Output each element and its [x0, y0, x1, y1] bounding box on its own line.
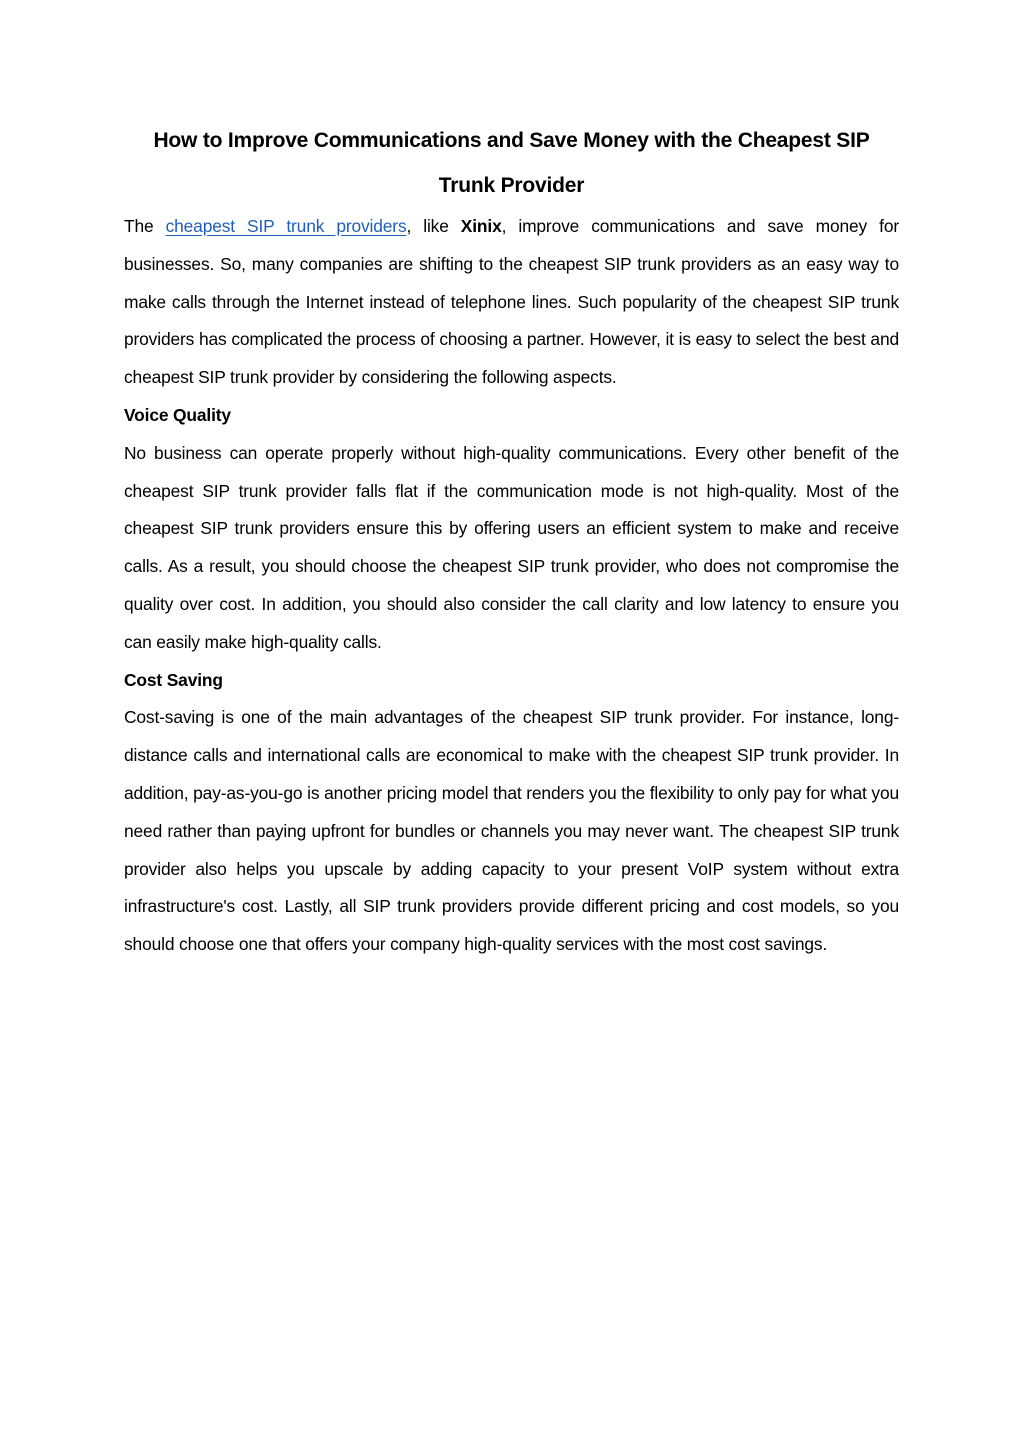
intro-text-start: The	[124, 216, 166, 236]
section-body-cost-saving: Cost-saving is one of the main advantages of the cheapest SIP trunk provider. For instance, long-distance calls and international calls are economical to make with the cheapest SIP trunk provider. In addition, pay-as-you-go is another pricing model that renders you the flexibility to only pay for what you need rather than paying upfront for bundles or channels you may never want. The cheapest SIP trunk provider also helps you upscale by adding capacity to your present VoIP system without extra infrastructure's cost. Lastly, all SIP trunk providers provide different pricing and cost models, so you should choose one that offers your company high-quality services with the most cost savings.	[124, 707, 899, 955]
brand-name: Xinix	[460, 216, 502, 236]
intro-text-between: , like	[406, 216, 461, 236]
section-heading-voice-quality: Voice Quality	[124, 404, 231, 425]
section-body-voice-quality: No business can operate properly without high-quality communications. Every other benefit of the cheapest SIP trunk provider falls flat if the communication mode is not high-quality. Most of the cheapest SIP trunk providers ensure this by offering users an efficient system to make and receive calls. As a result, you should choose the cheapest SIP trunk provider, who does not compromise the quality over cost. In addition, you should also consider the call clarity and low latency to ensure you can easily make high-quality calls.	[124, 442, 899, 652]
cheapest-sip-trunk-providers-link[interactable]: cheapest SIP trunk providers	[165, 216, 407, 236]
document-page	[124, 118, 899, 964]
intro-text-rest: , improve communications and save money for businesses. So, many companies are shifting to the cheapest SIP trunk providers as an easy way to make calls through the Internet instead of telephone lines. Such popularity of the cheapest SIP trunk providers has complicated the process of choosing a partner. However, it is easy to select the best and cheapest SIP trunk provider by considering the following aspects.	[124, 216, 899, 388]
intro-paragraph	[124, 208, 899, 397]
section-heading-cost-saving: Cost Saving	[124, 669, 223, 690]
document-title: How to Improve Communications and Save Money with the Cheapest SIP Trunk Provider	[153, 129, 870, 197]
